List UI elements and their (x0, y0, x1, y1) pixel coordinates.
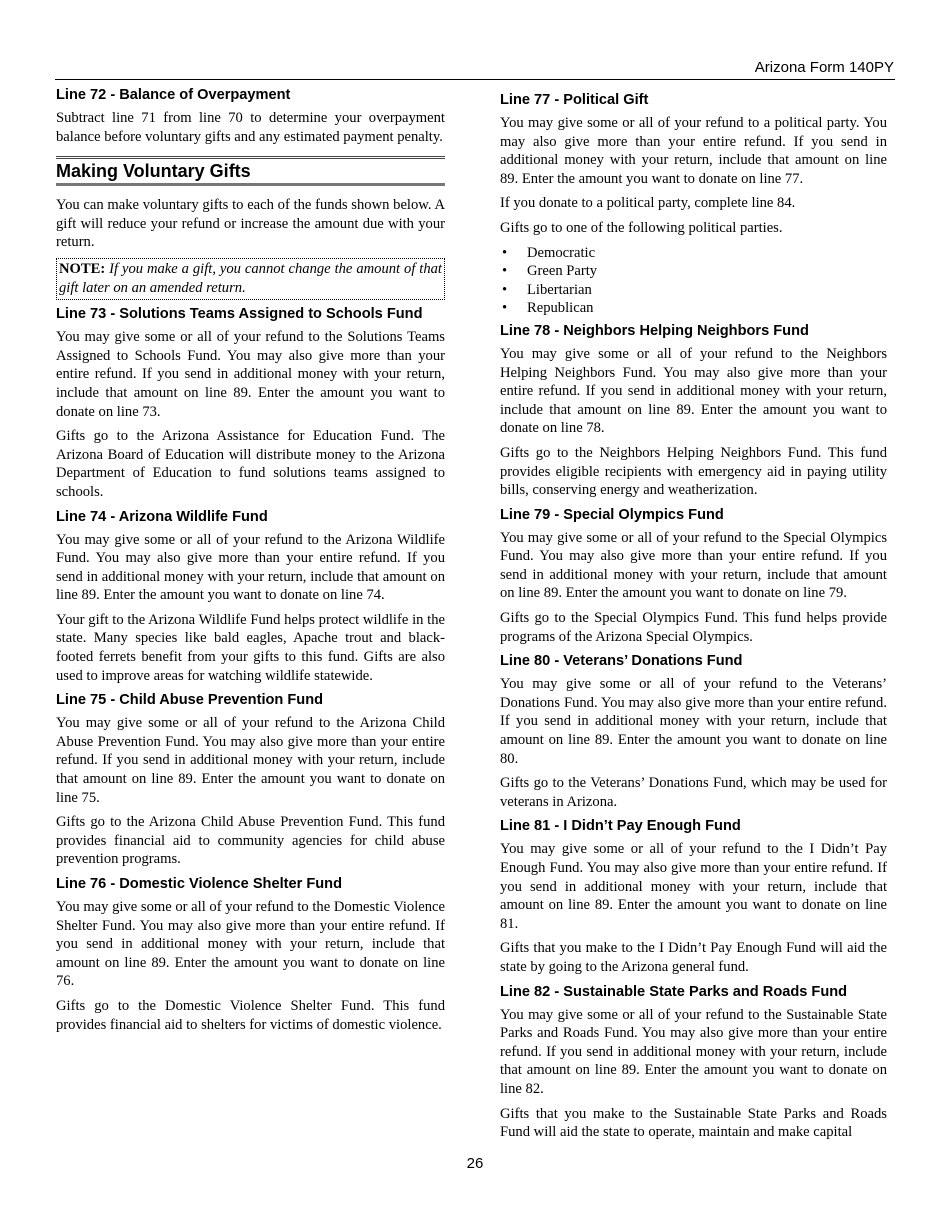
line-80-heading: Line 80 - Veterans’ Donations Fund (500, 653, 743, 670)
section-title: Making Voluntary Gifts (56, 161, 251, 182)
gifts-intro: You can make voluntary gifts to each of the funds shown below. A gift will reduce your refund or increase the amount due with your return. (56, 197, 445, 251)
line-76-text-2: Gifts go to the Domestic Violence Shelter Fund. This fund provides financial aid to shelters for victims of domestic violence. (56, 997, 445, 1033)
list-item: • Libertarian (500, 281, 887, 300)
line-77-text-3: Gifts go to one of the following political parties. (500, 219, 783, 236)
line-79-text-1: You may give some or all of your refund to the Special Olympics Fund. You may also give more than your entire refund. If you send in additional money with your return, include that amount on line 89. Enter the amount you want to donate on line 79. (500, 529, 887, 602)
line-82-text-1: You may give some or all of your refund to the Sustainable State Parks and Roads Fund. You may also give more than your entire refund. If you send in additional money with your return, include that amount on line 89. Enter the amount you want to donate on line 82. (500, 1006, 887, 1097)
line-76-text-1: You may give some or all of your refund to the Domestic Violence Shelter Fund. You may also give more than your entire refund. If you send in additional money with your return, include that amount on line 89. Enter the amount you want to donate on line 76. (56, 899, 445, 990)
line-73-heading: Line 73 - Solutions Teams Assigned to Schools Fund (56, 306, 423, 323)
list-item: • Republican (500, 299, 887, 318)
line-73-text-2: Gifts go to the Arizona Assistance for Education Fund. The Arizona Board of Education will distribute money to the Arizona Department of Education to fund solutions teams assigned to schools. (56, 428, 445, 500)
line-77-text-2: If you donate to a political party, complete line 84. (500, 195, 796, 212)
line-75-text-1: You may give some or all of your refund to the Arizona Child Abuse Prevention Fund. You may also give more than your entire refund. If you send in additional money with your return, include that amount on line 89. Enter the amount you want to donate on line 75. (56, 715, 445, 806)
line-72-text: Subtract line 71 from line 70 to determine your overpayment balance before voluntary gifts and any estimated payment penalty. (56, 110, 445, 145)
line-80-text-2: Gifts go to the Veterans’ Donations Fund, which may be used for veterans in Arizona. (500, 775, 887, 810)
line-73-text-1: You may give some or all of your refund to the Solutions Teams Assigned to Schools Fund. You may also give more than your entire refund. If you send in additional money with your return, include that amount on line 89. Enter the amount you want to donate on line 73. (56, 329, 445, 420)
voluntary-gifts-section-header (56, 156, 445, 186)
note-box (56, 258, 445, 300)
line-75-text-2: Gifts go to the Arizona Child Abuse Prevention Fund. This fund provides financial aid to community agencies for child abuse prevention programs. (56, 814, 445, 868)
line-78-heading: Line 78 - Neighbors Helping Neighbors Fund (500, 322, 809, 339)
line-82-text-2: Gifts that you make to the Sustainable State Parks and Roads Fund will aid the state to operate, maintain and make capital (500, 1105, 887, 1141)
line-79-text-2: Gifts go to the Special Olympics Fund. This fund helps provide programs of the Arizona Special Olympics. (500, 610, 887, 645)
line-74-text-1: You may give some or all of your refund to the Arizona Wildlife Fund. You may also give more than your entire refund. If you send in additional money with your return, include that amount on line 89. Enter the amount you want to donate on line 74. (56, 531, 445, 604)
line-81-text-2: Gifts that you make to the I Didn’t Pay Enough Fund will aid the state by going to the Arizona general fund. (500, 940, 887, 975)
line-79-heading: Line 79 - Special Olympics Fund (500, 506, 724, 523)
line-74-heading: Line 74 - Arizona Wildlife Fund (56, 508, 268, 525)
line-77-heading: Line 77 - Political Gift (500, 92, 649, 108)
header-rule (55, 79, 895, 80)
political-parties-list (500, 244, 887, 318)
page-number: 26 (466, 1155, 484, 1172)
left-column (56, 86, 445, 1040)
list-item: • Green Party (500, 262, 887, 281)
line-82-heading: Line 82 - Sustainable State Parks and Roads Fund (500, 983, 848, 1000)
list-item: • Democratic (500, 244, 887, 263)
line-76-heading: Line 76 - Domestic Violence Shelter Fund (56, 876, 343, 892)
line-72-heading: Line 72 - Balance of Overpayment (56, 87, 291, 103)
right-column (500, 91, 887, 1148)
line-80-text-1: You may give some or all of your refund to the Veterans’ Donations Fund. You may also give more than your entire refund. If you send in additional money with your return, include that amount on line 89. Enter the amount you want to donate on line 80. (500, 676, 887, 767)
note-label: NOTE: (59, 260, 106, 277)
line-81-heading: Line 81 - I Didn’t Pay Enough Fund (500, 818, 741, 835)
line-78-text-2: Gifts go to the Neighbors Helping Neighbors Fund. This fund provides eligible recipients with emergency aid in paying utility bills, conserving energy and weatherization. (500, 444, 887, 499)
line-77-text-1: You may give some or all of your refund to a political party. You may also give more than your entire refund. If you send in additional money with your return, include that amount on line 89. Enter the amount you want to donate on line 77. (500, 115, 887, 187)
line-78-text-1: You may give some or all of your refund to the Neighbors Helping Neighbors Fund. You may also give more than your entire refund. If you send in additional money with your return, include that amount on line 89. Enter the amount you want to donate on line 78. (500, 345, 887, 437)
line-75-heading: Line 75 - Child Abuse Prevention Fund (56, 692, 324, 709)
line-74-text-2: Your gift to the Arizona Wildlife Fund helps protect wildlife in the state. Many species like bald eagles, Apache trout and black-footed ferrets benefit from your gifts to this fund. Gifts are also used to improve areas for watching wildlife statewide. (56, 611, 445, 684)
line-81-text-1: You may give some or all of your refund to the I Didn’t Pay Enough Fund. You may also give more than your entire refund. If you send in additional money with your return, include that amount on line 89. Enter the amount you want to donate on line 81. (500, 841, 887, 932)
form-title: Arizona Form 140PY (754, 59, 894, 76)
note-text: If you make a gift, you cannot change the amount of that gift later on an amended return. (59, 260, 442, 296)
